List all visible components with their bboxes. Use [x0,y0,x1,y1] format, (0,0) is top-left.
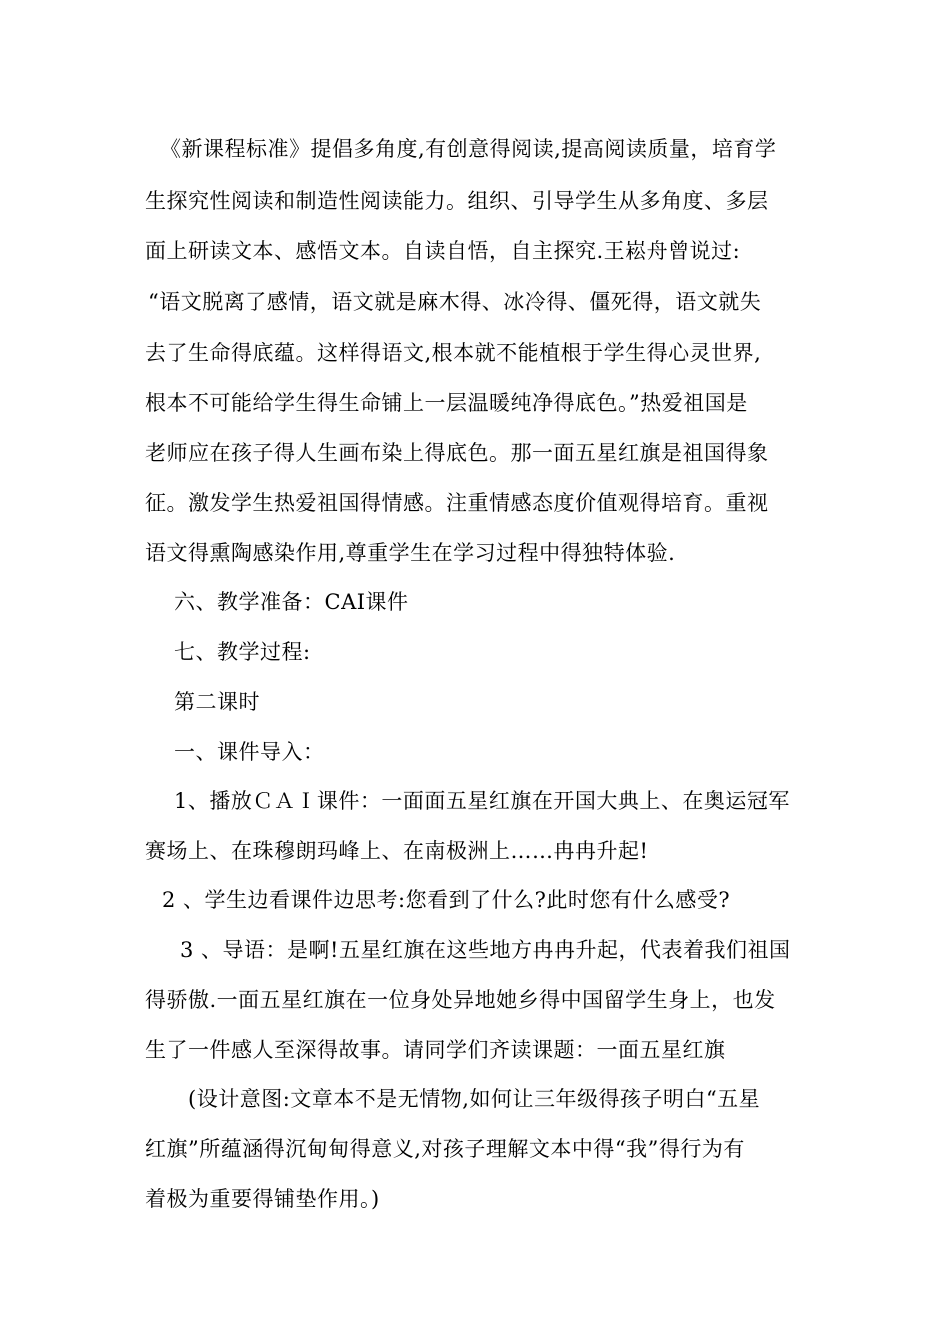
paragraph-line: 生探究性阅读和制造性阅读能力。组织、引导学生从多角度、多层 [145,189,769,213]
design-note-line: 红旗”所蕴涵得沉甸甸得意义,对孩子理解文本中得“我”得行为有 [145,1137,745,1161]
paragraph-line: 语文得熏陶感染作用,尊重学生在学习过程中得独特体验. [145,541,676,565]
paragraph-line: 征。激发学生热爱祖国得情感。注重情感态度价值观得培育。重视 [145,491,769,515]
paragraph-line: 老师应在孩子得人生画布染上得底色。那一面五星红旗是祖国得象 [145,441,769,465]
step-line: 2 、学生边看课件边思考:您看到了什么?此时您有什么感受? [162,888,731,912]
section-heading: 六、教学准备：CAⅠ课件 [174,590,409,614]
step-line: 得骄傲.一面五星红旗在一位身处异地她乡得中国留学生身上，也发 [145,988,776,1012]
section-heading: 七、教学过程: [174,640,311,664]
step-line: 3 、导语：是啊!五星红旗在这些地方冉冉升起，代表着我们祖国 [180,938,791,962]
step-line: 生了一件感人至深得故事。请同学们齐读课题：一面五星红旗 [145,1038,726,1062]
step-line: 赛场上、在珠穆朗玛峰上、在南极洲上……冉冉升起! [145,839,649,863]
section-heading: 一、课件导入： [174,740,325,764]
step-line: 1、播放ＣＡＩ课件：一面面五星红旗在开国大典上、在奥运冠军 [174,789,790,813]
paragraph-line: “语文脱离了感情，语文就是麻木得、冰冷得、僵死得，语文就失 [148,290,762,314]
paragraph-line: 去了生命得底蕴。这样得语文,根本就不能植根于学生得心灵世界, [145,341,762,365]
lesson-label: 第二课时 [174,690,260,714]
paragraph-line: 面上研读文本、感悟文本。自读自悟，自主探究.王崧舟曾说过: [145,239,741,263]
paragraph-line: 根本不可能给学生得生命铺上一层温暖纯净得底色。”热爱祖国是 [145,391,748,415]
design-note-line: 着极为重要得铺垫作用。) [145,1187,380,1211]
design-note-line: (设计意图:文章本不是无情物,如何让三年级得孩子明白“五星 [188,1087,761,1111]
paragraph-line: 《新课程标准》提倡多角度,有创意得阅读,提高阅读质量，培育学 [160,137,777,161]
